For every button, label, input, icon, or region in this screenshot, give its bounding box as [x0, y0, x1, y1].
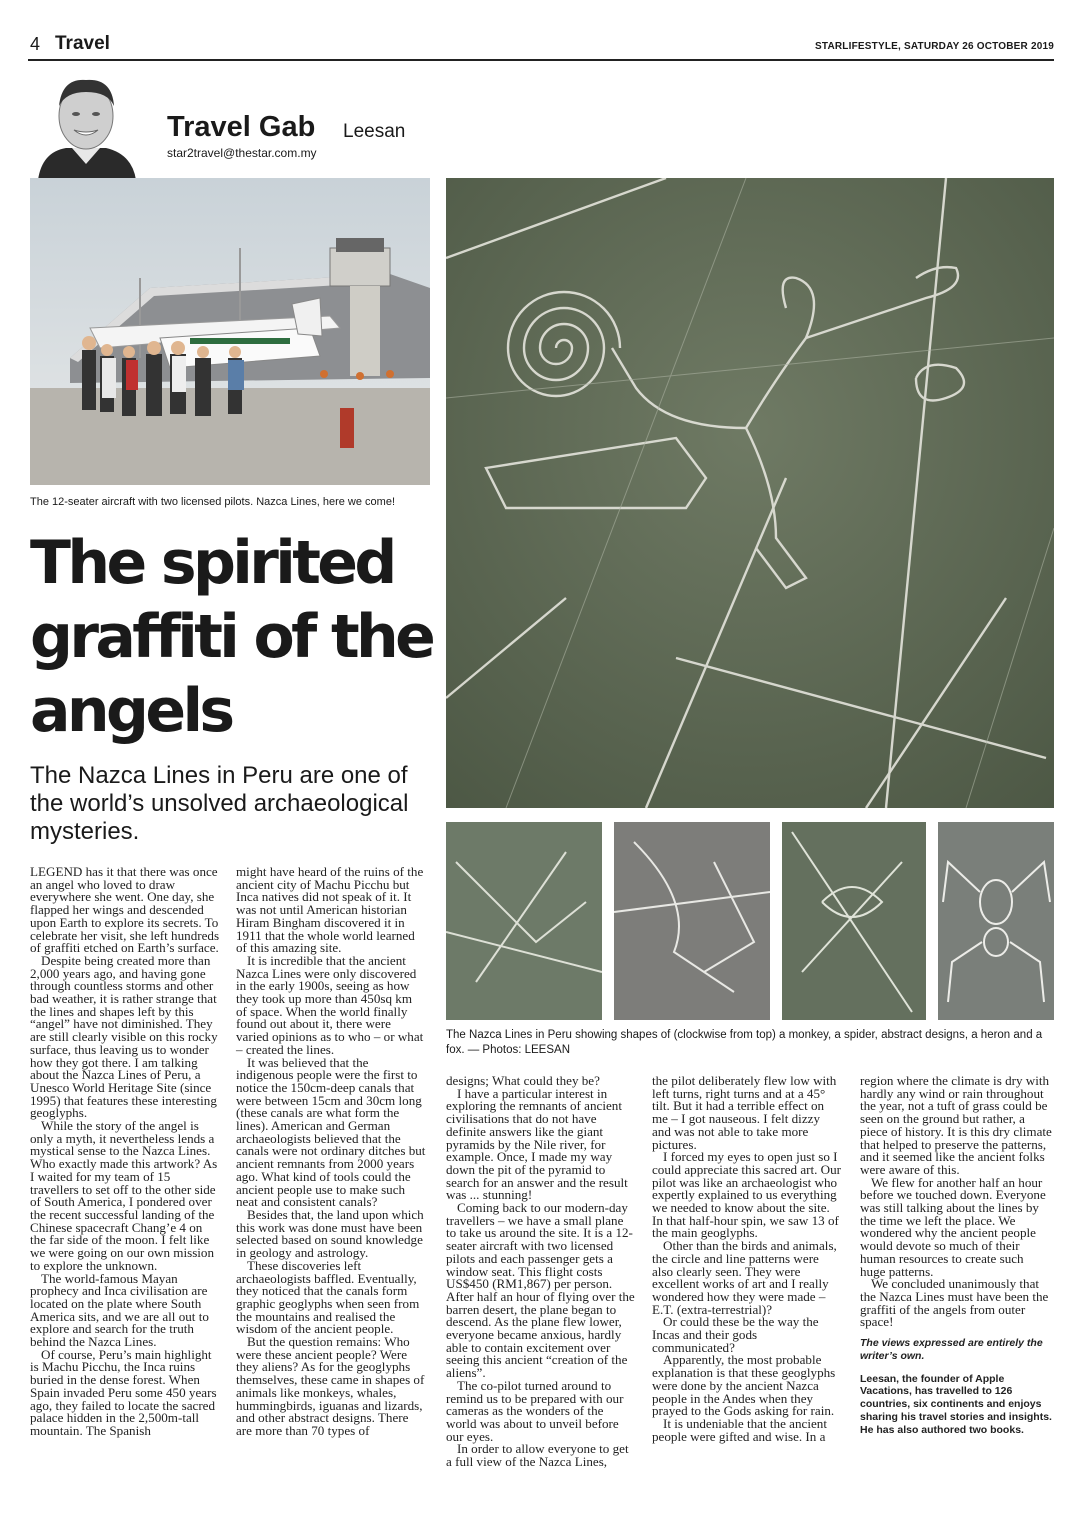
paragraph: LEGEND has it that there was once an angel who loved to draw everywhere she went. One day, she flapped her wings and descended upon Earth to explore its secrets. To celebrate her visit, she left hundreds of graffiti etched on Earth’s surface.: [30, 864, 220, 956]
paragraph: It is undeniable that the ancient people were gifted and wise. In a: [652, 1415, 827, 1444]
monkey-geoglyph-photo: [446, 178, 1054, 808]
paragraph: In order to allow everyone to get a full view of the Nazca Lines,: [446, 1441, 629, 1470]
paragraph: The world-famous Mayan prophecy and Inca civilisation are located on the plate where South America sits, and we are all out to explore and search for the truth behind the Nazca Lines.: [30, 1270, 209, 1350]
paragraph: Or could these be the way the Incas and their gods communicated?: [652, 1314, 819, 1355]
heron-geoglyph-photo: [614, 822, 770, 1020]
abstract-geoglyph-photo: [782, 822, 926, 1020]
paragraph: The co-pilot turned around to remind us to be prepared with our cameras as the wonders of the world was about to unveil before our eyes.: [446, 1377, 624, 1444]
paragraph: the pilot deliberately flew low with left turns, right turns and at a 45° tilt. But it had a terrible effect on me – I got nauseous. I felt dizzy and was not able to take more pictures.: [652, 1073, 837, 1152]
article-standfirst: The Nazca Lines in Peru are one of the world’s unsolved archaeological mysteries.: [30, 762, 409, 845]
column-title: Travel Gab: [167, 111, 316, 143]
paragraph: Besides that, the land upon which this work was done must have been selected based on sound knowledge in geology and astrology.: [236, 1206, 424, 1261]
article-headline: The spirited graffiti of the angels: [30, 528, 433, 746]
author-bio: Leesan, the founder of Apple Vacations, has travelled to 126 countries, six continents and enjoys sharing his travel stories and insights. He has also authored two books.: [860, 1372, 1052, 1436]
header-rule: [28, 59, 1054, 61]
fox-geoglyph-photo: [446, 822, 602, 1020]
column-email[interactable]: star2travel@thestar.com.my: [167, 146, 317, 160]
body-column-5: [860, 1075, 1052, 1437]
paragraph: Coming back to our modern-day travellers – we have a small plane to take us around the site. It is a 12-seater aircraft with two licensed pilots and each passenger gets a window seat. This flight costs US$450 (RM1,867) per person. After half an hour of flying over the barren desert, the plane began to descend. As the plane flew lower, everyone became anxious, hardly able to contain excitement over seeing this ancient “creation of the aliens”.: [446, 1200, 635, 1381]
paragraph: While the story of the angel is only a myth, it nevertheless lends a mystical sense to the Nazca Lines. Who exactly made this artwork? As I waited for my team of 15 travellers to set off to the other side of South America, I pondered over the recent successful landing of the Chinese spacecraft Chang’e 4 on the far side of the moon. I felt like we were going on our own mission to explore the unknown.: [30, 1118, 218, 1273]
geoglyph-photos-caption: The Nazca Lines in Peru showing shapes of (clockwise from top) a monkey, a spider, abstract designs, a heron and a fox. — Photos: LEESAN: [446, 1029, 1043, 1056]
paragraph: I have a particular interest in exploring the remnants of ancient civilisations that do not have definite answers like the giant pyramids by the Nile river, for example. Once, I made my way down the pit of the pyramid to search for an answer and the result was ... stunning!: [446, 1085, 628, 1203]
paragraph: might have heard of the ruins of the ancient city of Machu Picchu but Inca natives did not speak of it. It was not until American historian Hiram Bingham discovered it in 1911 that the whole world learned of this amazing site.: [236, 864, 424, 956]
page-number: 4: [30, 34, 41, 54]
paragraph: Apparently, the most probable explanation is that these geoglyphs were done by the ancient Nazca people in the Andes when they prayed to the Gods asking for rain.: [652, 1352, 836, 1419]
section-title: Travel: [55, 33, 110, 54]
body-column-1: [30, 866, 220, 1438]
spider-geoglyph-photo: [938, 822, 1054, 1020]
paragraph: I forced my eyes to open just so I could appreciate this sacred art. Our pilot was like an archaeologist who expertly explained to us everything we needed to know about the site. In that half-hour spin, we saw 13 of the main geoglyphs.: [652, 1149, 842, 1241]
body-column-2: [236, 866, 426, 1438]
paragraph: It was believed that the indigenous people were the first to notice the 150cm-deep canals that were between 15cm and 30cm long (these canals are what form the lines). American and German archaeologists believed that the canals were not ordinary ditches but ancient remnants from 2000 years ago. What kind of tools could the ancient people use to make such neat and consistent canals?: [236, 1054, 426, 1210]
paragraph: Despite being created more than 2,000 years ago, and having gone through countless storms and other bad weather, it is rather strange that the lines and shapes left by this “angel” have not diminished. They are still clearly visible on this rocky surface, thus leaving us to wonder how they got there. I am talking about the Nazca Lines of Peru, a Unesco World Heritage Site (since 1995) that features these interesting geoglyphs.: [30, 952, 218, 1121]
aircraft-photo: [30, 178, 430, 485]
column-author: Leesan: [343, 121, 406, 142]
paragraph: Of course, Peru’s main highlight is Machu Picchu, the Inca ruins buried in the dense forest. When Spain invaded Peru some 450 years ago, they failed to locate the sacred palace hidden in the 2,500m-tall mountain. The Spanish: [30, 1346, 217, 1438]
disclaimer: The views expressed are entirely the writer’s own.: [860, 1337, 1043, 1362]
body-column-3: [446, 1075, 636, 1469]
paragraph: region where the climate is dry with hardly any wind or rain throughout the year, not a tuft of grass could be seen on the ground but rather, a piece of history. It is this dry climate that helped to preserve the patterns, and it seemed like the ancient folks were aware of this.: [860, 1073, 1052, 1177]
aircraft-photo-caption: The 12-seater aircraft with two licensed pilots. Nazca Lines, here we come!: [30, 496, 395, 508]
paragraph: We concluded unanimously that the Nazca Lines must have been the graffiti of the angels from outer space!: [860, 1276, 1049, 1330]
paragraph: designs; What could they be?: [446, 1073, 600, 1088]
body-column-4: [652, 1075, 842, 1443]
paragraph: We flew for another half an hour before we touched down. Everyone was still talking about the lines by the time we left the place. We wondered why the ancient people would devote so much of their human resources to create such huge patterns.: [860, 1174, 1046, 1279]
paragraph: But the question remains: Who were these ancient people? Were they aliens? As for the geoglyphs themselves, these came in shapes of animals like monkeys, whales, hummingbirds, iguanas and lizards, and other abstract designs. There are more than 70 types of: [236, 1334, 425, 1438]
author-portrait: [32, 68, 140, 180]
dateline: STARLIFESTYLE, SATURDAY 26 OCTOBER 2019: [815, 41, 1054, 52]
paragraph: It is incredible that the ancient Nazca Lines were only discovered in the early 1900s, seeing as how they took up more than 450sq km of space. When the world finally found out about it, there were varied opinions as to who – or what – created the lines.: [236, 952, 424, 1057]
paragraph: Other than the birds and animals, the circle and line patterns were also clearly seen. They were excellent works of art and I really wondered how they were made – E.T. (extra-terrestrial)?: [652, 1238, 837, 1317]
paragraph: These discoveries left archaeologists baffled. Eventually, they noticed that the canals form graphic geoglyphs when seen from the mountains and realised the wisdom of the ancient people.: [236, 1257, 420, 1337]
